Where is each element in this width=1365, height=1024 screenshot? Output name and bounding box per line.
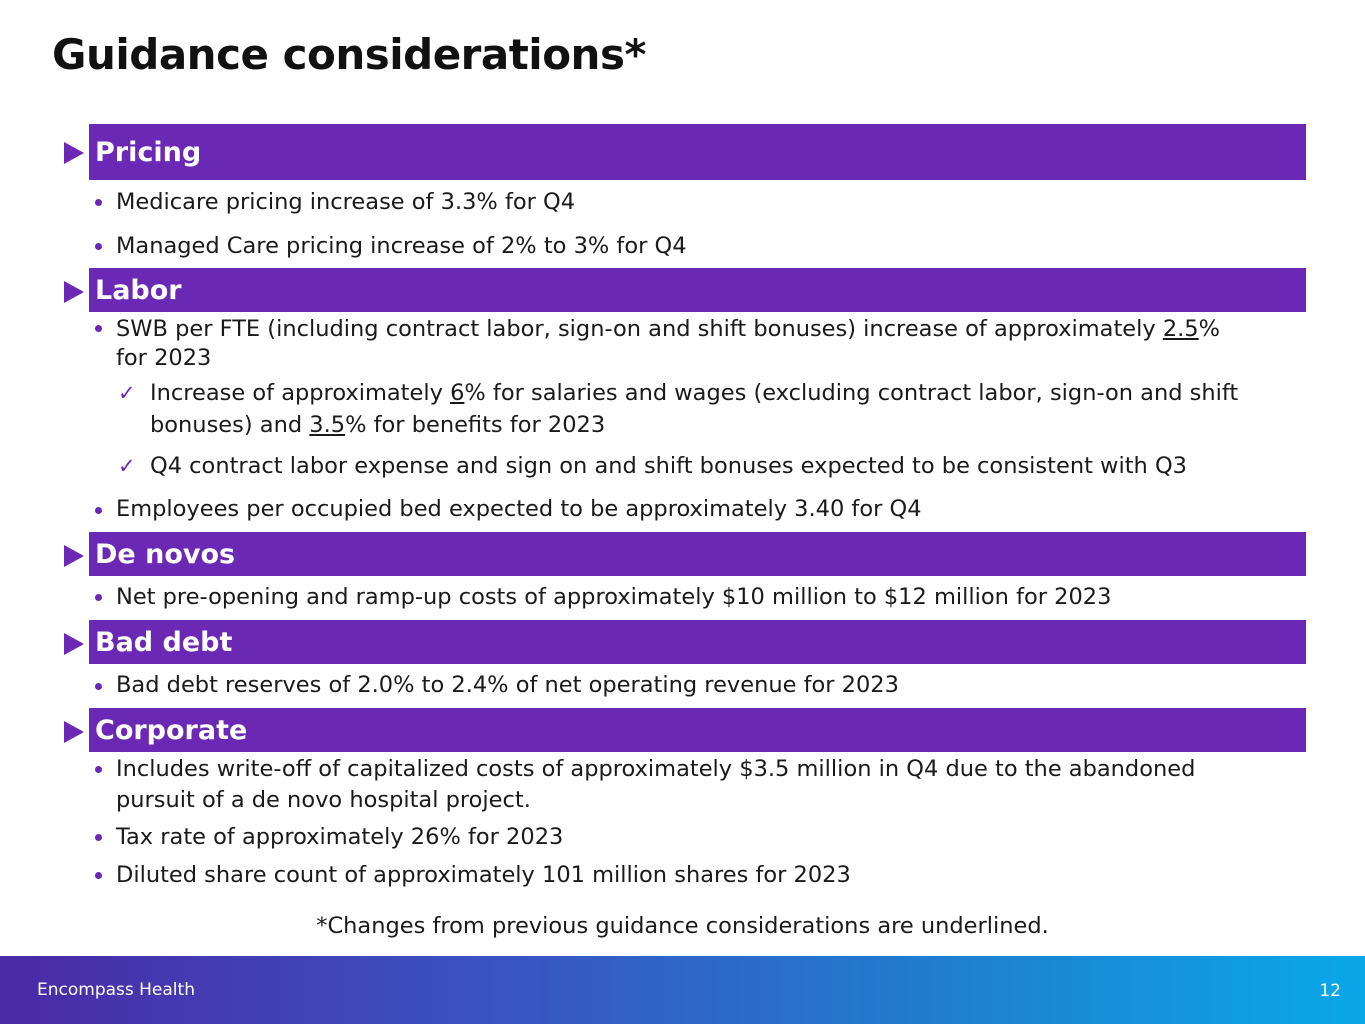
section-header-label: De novos	[95, 538, 236, 570]
footer-bar	[0, 956, 1365, 1024]
footer-brand: Encompass Health	[37, 980, 195, 1000]
section-header-bad-debt	[89, 620, 1306, 664]
list-item: Diluted share count of approximately 101 million shares for 2023	[116, 862, 851, 888]
list-item: Employees per occupied bed expected to be approximately 3.40 for Q4	[116, 496, 922, 522]
checkmark-icon: ✓	[118, 381, 136, 405]
bullet-icon	[95, 507, 102, 514]
bullet-icon	[95, 683, 102, 690]
section-header-pricing	[89, 124, 1306, 180]
list-item: Managed Care pricing increase of 2% to 3% for Q4	[116, 233, 687, 259]
section-header-corporate	[89, 708, 1306, 752]
triangle-arrow-icon	[64, 142, 84, 164]
triangle-arrow-icon	[64, 545, 84, 567]
sub-list-item: Q4 contract labor expense and sign on and shift bonuses expected to be consistent with Q3	[150, 453, 1187, 479]
list-item: Includes write-off of capitalized costs of approximately $3.5 million in Q4 due to the abandoned	[116, 756, 1196, 782]
list-item: Net pre-opening and ramp-up costs of approximately $10 million to $12 million for 2023	[116, 584, 1112, 610]
changed-value: 3.5	[309, 412, 346, 438]
section-header-de-novos	[89, 532, 1306, 576]
list-item-continuation: pursuit of a de novo hospital project.	[116, 787, 531, 813]
bullet-icon	[95, 872, 102, 879]
bullet-icon	[95, 594, 102, 601]
list-item-continuation: for 2023	[116, 345, 212, 371]
bullet-icon	[95, 834, 102, 841]
bullet-icon	[95, 325, 102, 332]
section-header-label: Labor	[95, 274, 182, 306]
bullet-icon	[95, 766, 102, 773]
list-item: Tax rate of approximately 26% for 2023	[116, 824, 564, 850]
bullet-icon	[95, 243, 102, 250]
checkmark-icon: ✓	[118, 454, 136, 478]
list-item: SWB per FTE (including contract labor, sign-on and shift bonuses) increase of approximately 2.5%	[116, 316, 1221, 342]
section-header-label: Pricing	[95, 136, 202, 168]
triangle-arrow-icon	[64, 721, 84, 743]
footnote: *Changes from previous guidance considerations are underlined.	[316, 913, 1049, 939]
page-number: 12	[1319, 981, 1341, 1001]
bullet-icon	[95, 199, 102, 206]
section-header-label: Corporate	[95, 714, 248, 746]
list-item: Bad debt reserves of 2.0% to 2.4% of net operating revenue for 2023	[116, 672, 899, 698]
changed-value: 6	[450, 380, 465, 406]
list-item: Medicare pricing increase of 3.3% for Q4	[116, 189, 576, 215]
page-title: Guidance considerations*	[52, 30, 646, 79]
changed-value: 2.5	[1162, 316, 1199, 342]
triangle-arrow-icon	[64, 281, 84, 303]
sub-list-item: Increase of approximately 6% for salaries and wages (excluding contract labor, sign-on and shift	[150, 380, 1239, 406]
sub-list-item-continuation: bonuses) and 3.5% for benefits for 2023	[150, 412, 606, 438]
triangle-arrow-icon	[64, 633, 84, 655]
section-header-label: Bad debt	[95, 626, 233, 658]
section-header-labor	[89, 268, 1306, 312]
